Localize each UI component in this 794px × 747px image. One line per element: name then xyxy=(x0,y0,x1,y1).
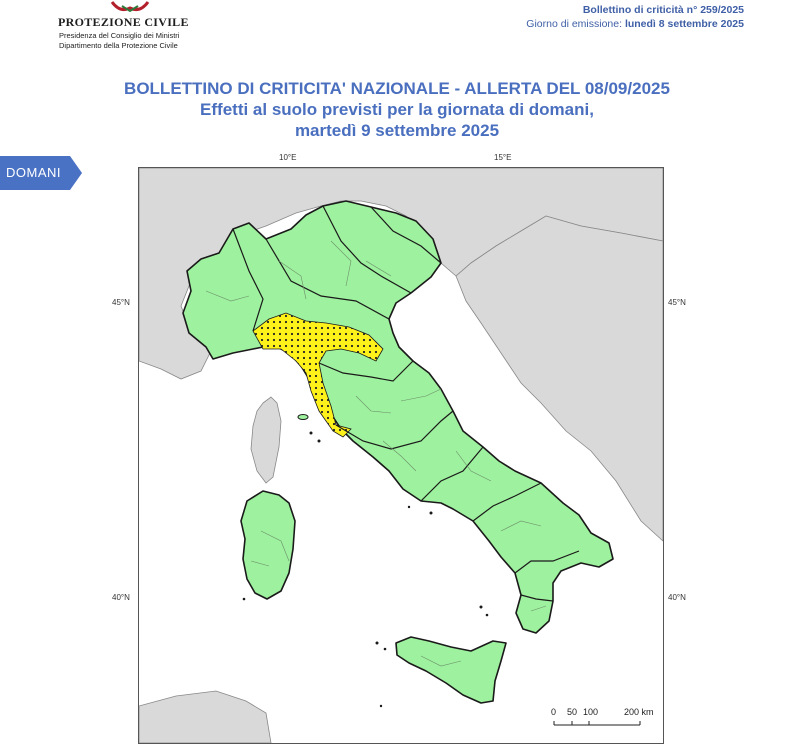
italy-map-svg xyxy=(139,168,663,743)
scale-bar xyxy=(548,707,658,737)
title-line-1: BOLLETTINO DI CRITICITA' NAZIONALE - ALLERTA DEL 08/09/2025 xyxy=(124,79,670,98)
tab-domani-label: DOMANI xyxy=(6,165,61,180)
scale-label-0: 0 xyxy=(551,707,557,717)
org-line-2: Dipartimento della Protezione Civile xyxy=(59,41,178,50)
alert-map[interactable] xyxy=(138,167,664,744)
title-line-3: martedì 9 settembre 2025 xyxy=(294,121,500,140)
lat-label-45-left: 45°N xyxy=(112,298,130,307)
tab-domani[interactable] xyxy=(0,156,82,190)
lat-label-40-left: 40°N xyxy=(112,593,130,602)
protezione-civile-logo xyxy=(58,0,198,52)
org-line-1: Presidenza del Consiglio dei Ministri xyxy=(59,31,180,40)
lat-label-45-right: 45°N xyxy=(668,298,686,307)
scale-label-100: 100 xyxy=(583,707,599,717)
elba-island xyxy=(298,415,308,420)
bulletin-number: Bollettino di criticità n° 259/2025 xyxy=(582,4,744,16)
issue-label: Giorno di emissione: xyxy=(526,18,625,30)
issue-date: lunedì 8 settembre 2025 xyxy=(624,18,744,30)
lon-label-15: 15°E xyxy=(494,153,512,162)
emblem-icon xyxy=(108,0,152,14)
scale-label-200: 200 km xyxy=(624,707,654,717)
lat-label-40-right: 40°N xyxy=(668,593,686,602)
title-line-2: Effetti al suolo previsti per la giornata di domani, xyxy=(200,100,594,119)
scale-label-50: 50 xyxy=(567,707,578,717)
lon-label-10: 10°E xyxy=(279,153,297,162)
page-title xyxy=(0,78,794,141)
org-name: PROTEZIONE CIVILE xyxy=(58,15,189,29)
bulletin-meta xyxy=(526,3,744,31)
